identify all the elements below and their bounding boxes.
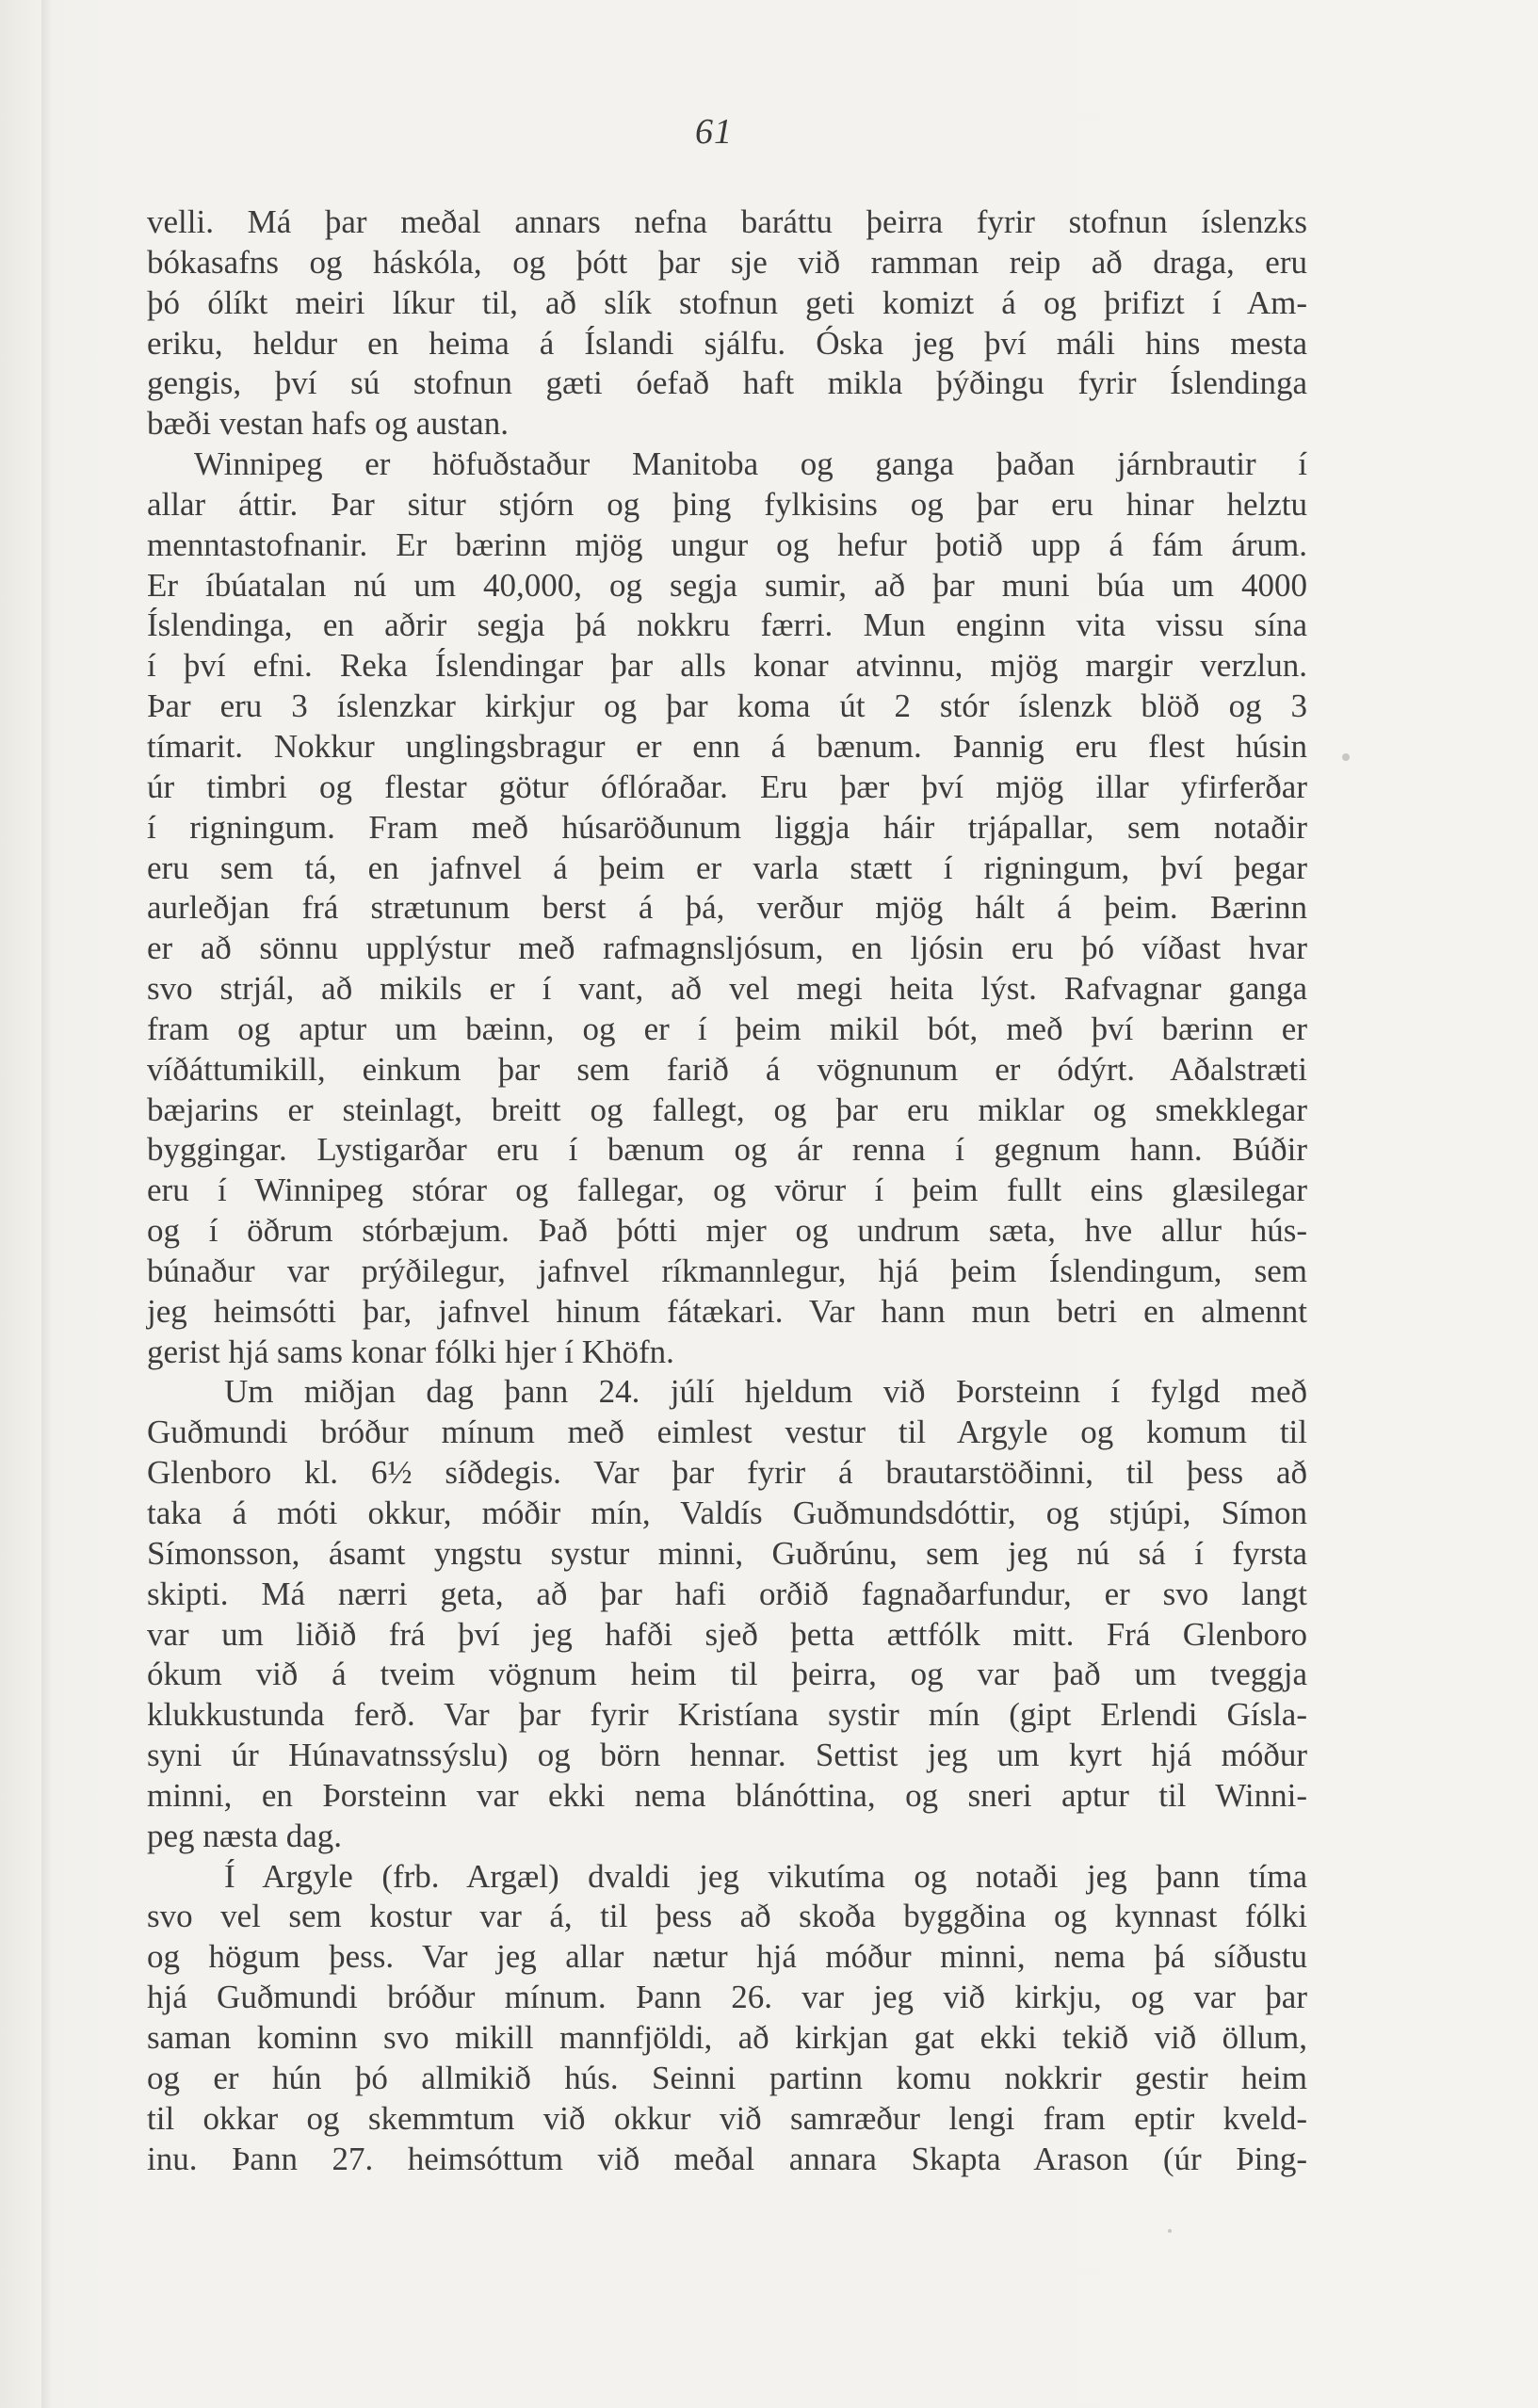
paper-speck xyxy=(1168,2229,1172,2233)
text-line: eru sem tá, en jafnvel á þeim er varla stætt í rigningum, því þegar xyxy=(147,848,1307,886)
text-line: Winnipeg er höfuðstaður Manitoba og ganga þaðan járnbrautir í xyxy=(194,445,1307,483)
text-line: inu. Þann 27. heimsóttum við meðal annara Skapta Arason (úr Þing- xyxy=(147,2140,1307,2177)
text-line: til okkar og skemmtum við okkur við samræður lengi fram eptir kveld- xyxy=(147,2099,1307,2137)
text-line: Glenboro kl. 6½ síðdegis. Var þar fyrir á brautarstöðinni, til þess að xyxy=(147,1454,1307,1492)
text-line: Um miðjan dag þann 24. júlí hjeldum við Þorsteinn í fylgd með xyxy=(224,1373,1307,1411)
text-line: bókasafns og háskóla, og þótt þar sje við ramman reip að draga, eru xyxy=(147,243,1307,281)
text-line: taka á móti okkur, móðir mín, Valdís Guðmundsdóttir, og stjúpi, Símon xyxy=(147,1495,1307,1531)
text-line: menntastofnanir. Er bærinn mjög ungur og hefur þotið upp á fám árum. xyxy=(147,525,1307,563)
paper-speck xyxy=(1342,753,1350,761)
text-line: bæði vestan hafs og austan. xyxy=(147,405,509,443)
text-line: skipti. Má nærri geta, að þar hafi orðið fagnaðarfundur, er svo langt xyxy=(147,1575,1307,1612)
text-line: svo vel sem kostur var á, til þess að skoða byggðina og kynnast fólki xyxy=(147,1898,1307,1935)
text-line: þó ólíkt meiri líkur til, að slík stofnun geti komizt á og þrifizt í Am- xyxy=(147,283,1307,321)
text-line: ókum við á tveim vögnum heim til þeirra, og var það um tveggja xyxy=(147,1656,1307,1693)
text-line: og högum þess. Var jeg allar nætur hjá móður minni, nema þá síðustu xyxy=(147,1938,1307,1976)
text-line: syni úr Húnavatnssýslu) og börn hennar. Settist jeg um kyrt hjá móður xyxy=(147,1737,1307,1774)
text-line: eru í Winnipeg stórar og fallegar, og vörur í þeim fullt eins glæsilegar xyxy=(147,1172,1307,1209)
text-line: aurleðjan frá strætunum berst á þá, verður mjög hált á þeim. Bærinn xyxy=(147,889,1307,927)
text-line: peg næsta dag. xyxy=(147,1817,343,1854)
text-line: minni, en Þorsteinn var ekki nema blánóttina, og sneri aptur til Winni- xyxy=(147,1776,1307,1814)
text-line: Í Argyle (frb. Argæl) dvaldi jeg vikutíma og notaði jeg þann tíma xyxy=(224,1857,1307,1895)
text-line: gengis, því sú stofnun gæti óefað haft mikla þýðingu fyrir Íslendinga xyxy=(147,364,1307,402)
text-line: gerist hjá sams konar fólki hjer í Khöfn. xyxy=(147,1333,674,1370)
text-line: víðáttumikill, einkum þar sem farið á vögnunum er ódýrt. Aðalstræti xyxy=(147,1050,1307,1088)
text-line: var um liðið frá því jeg hafði sjeð þetta ættfólk mitt. Frá Glenboro xyxy=(147,1615,1307,1653)
text-line: hjá Guðmundi bróður mínum. Þann 26. var jeg við kirkju, og var þar xyxy=(147,1979,1307,2016)
page-number: 61 xyxy=(695,112,733,152)
text-line: allar áttir. Þar situr stjórn og þing fylkisins og þar eru hinar helztu xyxy=(147,485,1307,523)
text-line: Er íbúatalan nú um 40,000, og segja sumir, að þar muni búa um 4000 xyxy=(147,566,1307,604)
text-line: Símonsson, ásamt yngstu systur minni, Guðrúnu, sem jeg nú sá í fyrsta xyxy=(147,1534,1307,1572)
text-line: jeg heimsótti þar, jafnvel hinum fátækari. Var hann mun betri en almennt xyxy=(147,1292,1307,1330)
text-line: byggingar. Lystigarðar eru í bænum og ár renna í gegnum hann. Búðir xyxy=(147,1131,1307,1169)
text-line: Guðmundi bróður mínum með eimlest vestur til Argyle og komum til xyxy=(147,1414,1307,1451)
text-line: og er hún þó allmikið hús. Seinni partinn komu nokkrir gestir heim xyxy=(147,2059,1307,2096)
text-line: í rigningum. Fram með húsaröðunum liggja háir trjápallar, sem notaðir xyxy=(147,808,1307,846)
text-line: velli. Má þar meðal annars nefna baráttu þeirra fyrir stofnun íslenzks xyxy=(147,203,1307,240)
text-line: saman kominn svo mikill mannfjöldi, að kirkjan gat ekki tekið við öllum, xyxy=(147,2018,1307,2056)
binding-shadow xyxy=(41,0,51,2408)
text-line: í því efni. Reka Íslendingar þar alls konar atvinnu, mjög margir verzlun. xyxy=(147,647,1307,685)
text-line: úr timbri og flestar götur óflóraðar. Eru þær því mjög illar yfirferðar xyxy=(147,768,1307,805)
text-line: er að sönnu upplýstur með rafmagnsljósum, en ljósin eru þó víðast hvar xyxy=(147,929,1307,967)
text-line: klukkustunda ferð. Var þar fyrir Kristíana systir mín (gipt Erlendi Gísla- xyxy=(147,1696,1307,1734)
text-line: bæjarins er steinlagt, breitt og fallegt, og þar eru miklar og smekklegar xyxy=(147,1091,1307,1128)
text-line: og í öðrum stórbæjum. Það þótti mjer og undrum sæta, hve allur hús- xyxy=(147,1212,1307,1250)
text-line: eriku, heldur en heima á Íslandi sjálfu. Óska jeg því máli hins mesta xyxy=(147,324,1307,362)
text-line: svo strjál, að mikils er í vant, að vel megi heita lýst. Rafvagnar ganga xyxy=(147,970,1307,1008)
text-line: búnaður var prýðilegur, jafnvel ríkmannlegur, hjá þeim Íslendingum, sem xyxy=(147,1252,1307,1289)
body-text xyxy=(147,202,1307,2179)
text-line: tímarit. Nokkur unglingsbragur er enn á bænum. Þannig eru flest húsin xyxy=(147,727,1307,765)
text-line: Þar eru 3 íslenzkar kirkjur og þar koma út 2 stór íslenzk blöð og 3 xyxy=(147,687,1307,725)
text-line: fram og aptur um bæinn, og er í þeim mikil bót, með því bærinn er xyxy=(147,1010,1307,1047)
text-line: Íslendinga, en aðrir segja þá nokkru færri. Mun enginn vita vissu sína xyxy=(147,606,1307,644)
